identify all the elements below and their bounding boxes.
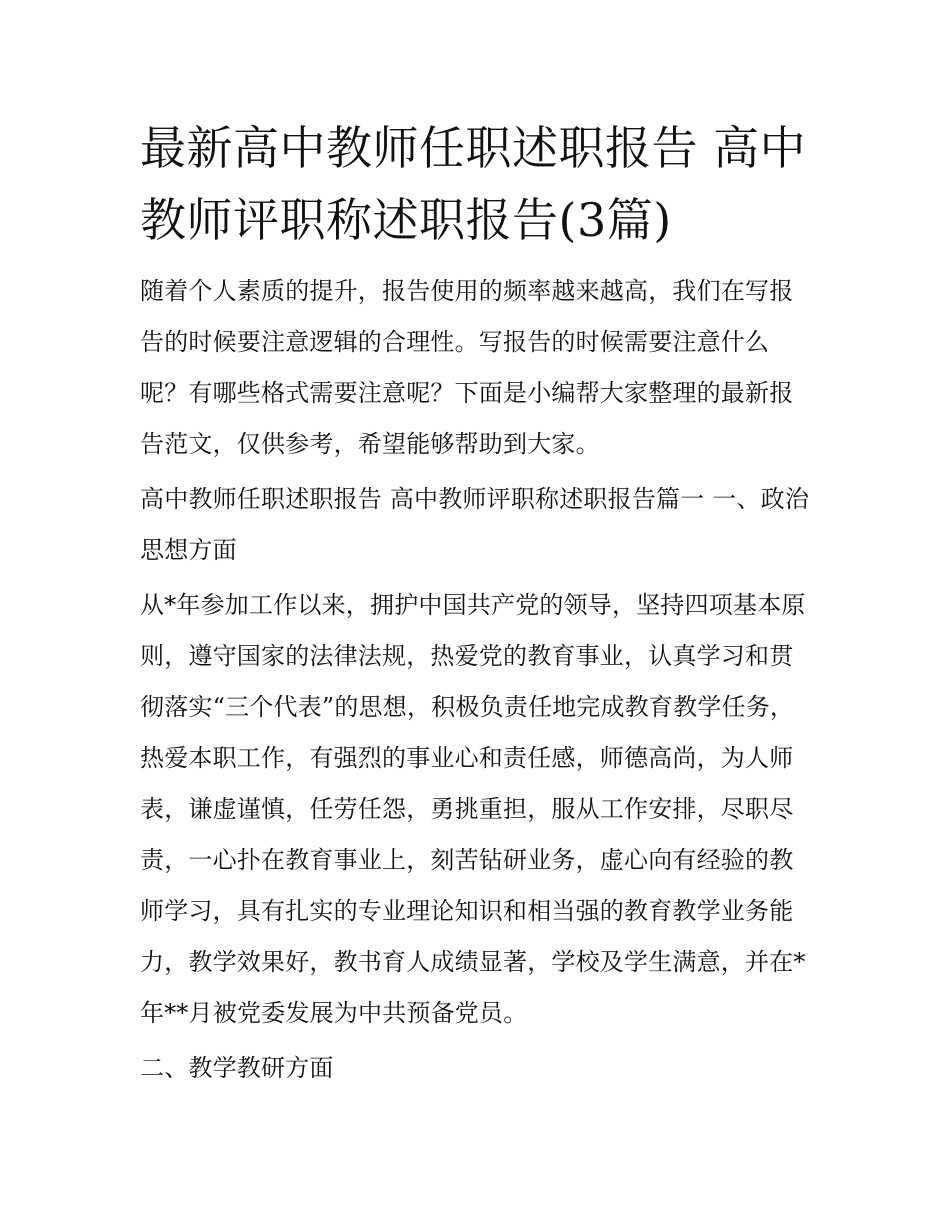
document-content: [140, 112, 812, 1094]
section-body-political: 从*年参加工作以来，拥护中国共产党的领导，坚持四项基本原则，遵守国家的法律法规，热爱党的教育事业，认真学习和贯彻落实“三个代表”的思想，积极负责任地完成教育教学任务，热爱本职工作，有强烈的事业心和责任感，师德高尚，为人师表，谦虚谨慎，任劳任怨，勇挑重担，服从工作安排，尽职尽责，一心扑在教育事业上，刻苦钻研业务，虚心向有经验的教师学习，具有扎实的专业理论知识和相当强的教育教学业务能力，教学效果好，教书育人成绩显著，学校及学生满意，并在*年**月被党委发展为中共预备党员。: [140, 591, 806, 1027]
document-title: 最新高中教师任职述职报告 高中教师评职称述职报告(3篇): [140, 121, 807, 247]
intro-paragraph: 随着个人素质的提升，报告使用的频率越来越高，我们在写报告的时候要注意逻辑的合理性。写报告的时候需要注意什么呢？有哪些格式需要注意呢？下面是小编帮大家整理的最新报告范文，仅供参考，希望能够帮助到大家。: [140, 277, 794, 458]
section-heading-teaching: 二、教学教研方面: [140, 1054, 334, 1082]
section-heading-political: 高中教师任职述职报告 高中教师评职称述职报告篇一 一、政治思想方面: [140, 485, 810, 564]
